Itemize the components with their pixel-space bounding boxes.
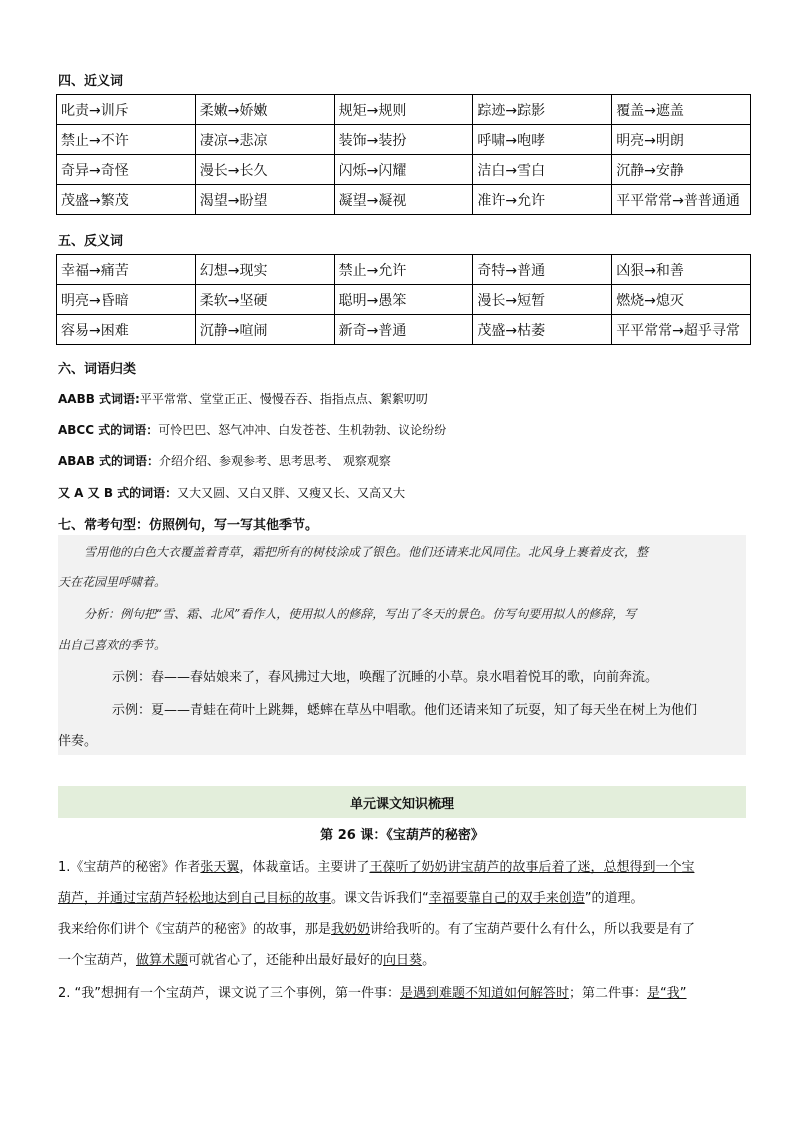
antonym-cell: 容易→困难: [57, 315, 196, 345]
synonym-cell: 沉静→安静: [612, 155, 751, 185]
antonym-cell: 幸福→痛苦: [57, 255, 196, 285]
synonym-cell: 呼啸→咆哮: [473, 125, 612, 155]
second-event: 是“我”: [647, 986, 687, 1001]
synonym-cell: 漫长→长久: [195, 155, 334, 185]
abcc-words: 可怜巴巴、怒气冲冲、白发苍苍、生机勃勃、议论纷纷: [158, 423, 447, 437]
synonym-row: [57, 95, 751, 125]
word-categories-heading: 六、词语归类: [58, 362, 137, 377]
sample-spring: 示例：春——春姑娘来了，春风拂过大地，唤醒了沉睡的小草。泉水唱着悦耳的歌，向前奔流。: [112, 670, 659, 685]
synonym-cell: 茂盛→繁茂: [57, 185, 196, 215]
item1-text-a: 1.《宝葫芦的秘密》作者: [58, 860, 201, 875]
first-event: 是遇到难题不知道如何解答时: [400, 986, 570, 1001]
sunflower: 向日葵: [383, 953, 423, 968]
antonym-cell: 茂盛→枯萎: [473, 315, 612, 345]
grandma: 我奶奶: [331, 922, 371, 937]
antonyms-table: [56, 254, 751, 345]
synonym-row: [57, 155, 751, 185]
author-name: 张天翼: [200, 860, 240, 875]
analysis-line2: 出自己喜欢的季节。: [58, 638, 167, 652]
synonym-cell: 覆盖→遮盖: [612, 95, 751, 125]
item1-text-h: 可就省心了，还能种出最好最好的: [188, 953, 384, 968]
antonym-cell: 平平常常→超乎寻常: [612, 315, 751, 345]
abcc-line: [58, 421, 446, 438]
summary-part1: 王葆听了奶奶讲宝葫芦的故事后着了迷，总想得到一个宝: [369, 860, 695, 875]
abcc-label: ABCC 式的词语：: [58, 423, 159, 437]
synonym-cell: 禁止→不许: [57, 125, 196, 155]
analysis-line1: 分析：例句把“雪、霜、北风”看作人，使用拟人的修辞，写出了冬天的景色。仿写句要用拟人的修辞，写: [84, 607, 637, 621]
sample-summer-line2: 伴奏。: [58, 734, 98, 749]
item1-text-c: 。课文告诉我们“: [331, 891, 429, 906]
antonym-row: [57, 285, 751, 315]
antonym-row: [57, 315, 751, 345]
unit-banner: [58, 786, 746, 818]
antonym-cell: 凶狠→和善: [612, 255, 751, 285]
sentence-pattern-heading: 七、常考句型：仿照例句，写一写其他季节。: [58, 518, 319, 533]
antonym-cell: 聪明→愚笨: [334, 285, 473, 315]
example-box: [58, 535, 746, 755]
item2-line1: [58, 982, 748, 1001]
sample-summer-line1: 示例：夏——青蛙在荷叶上跳舞，蟋蟀在草丛中唱歌。他们还请来知了玩耍，知了每天坐在树上为他们: [112, 703, 698, 718]
synonym-cell: 凄凉→悲凉: [195, 125, 334, 155]
abab-line: [58, 452, 391, 469]
antonyms-heading: 五、反义词: [58, 234, 124, 249]
item1-line2: [58, 887, 748, 906]
item1-text-d: ”的道理。: [584, 891, 644, 906]
synonym-cell: 平平常常→普普通通: [612, 185, 751, 215]
item1-line3: [58, 918, 748, 937]
synonym-cell: 柔嫩→娇嫩: [195, 95, 334, 125]
item1-line1: [58, 856, 748, 875]
example-sentence-line1: 雪用他的白色大衣覆盖着青草，霜把所有的树枝涂成了银色。他们还请来北风同住。北风身上裹着皮衣，整: [84, 545, 649, 559]
antonym-cell: 柔软→坚硬: [195, 285, 334, 315]
unit-banner-title: 单元课文知识梳理: [349, 796, 454, 812]
item1-text-i: 。: [422, 953, 436, 968]
synonym-cell: 装饰→装扮: [334, 125, 473, 155]
synonym-cell: 奇异→奇怪: [57, 155, 196, 185]
summary-part2: 葫芦，并通过宝葫芦轻松地达到自己目标的故事: [58, 891, 332, 906]
synonym-row: [57, 185, 751, 215]
synonyms-heading: 四、近义词: [58, 74, 124, 89]
antonym-cell: 幻想→现实: [195, 255, 334, 285]
lesson-point: 幸福要靠自己的双手来创造: [428, 891, 585, 906]
item1-text-e: 我来给你们讲个《宝葫芦的秘密》的故事，那是: [58, 922, 332, 937]
antonym-row: [57, 255, 751, 285]
synonym-cell: 叱责→训斥: [57, 95, 196, 125]
antonym-cell: 奇特→普通: [473, 255, 612, 285]
you-a-you-b-label: 又 A 又 B 式的词语：: [58, 486, 178, 500]
synonym-cell: 准许→允许: [473, 185, 612, 215]
antonym-cell: 明亮→昏暗: [57, 285, 196, 315]
synonym-cell: 凝望→凝视: [334, 185, 473, 215]
synonyms-table: [56, 94, 751, 215]
item1-line4: [58, 949, 748, 968]
lesson-title: 第 26 课：《宝葫芦的秘密》: [320, 828, 484, 843]
aabb-label: AABB 式词语:: [58, 392, 140, 406]
aabb-words: 平平常常、堂堂正正、慢慢吞吞、指指点点、絮絮叨叨: [139, 392, 428, 406]
item1-text-g: 一个宝葫芦，: [58, 953, 137, 968]
antonym-cell: 沉静→喧闹: [195, 315, 334, 345]
item2-text-b: ；第二件事：: [569, 986, 648, 1001]
example-sentence-line2: 天在花园里呼啸着。: [58, 575, 167, 589]
antonym-cell: 新奇→普通: [334, 315, 473, 345]
yoursA-line: [58, 484, 405, 501]
synonym-cell: 踪迹→踪影: [473, 95, 612, 125]
synonym-row: [57, 125, 751, 155]
aabb-line: [58, 390, 428, 407]
antonym-cell: 漫长→短暂: [473, 285, 612, 315]
abab-label: ABAB 式的词语：: [58, 454, 160, 468]
math-homework: 做算术题: [136, 953, 189, 968]
item1-text-f: 讲给我听的。有了宝葫芦要什么有什么，所以我要是有了: [370, 922, 696, 937]
antonym-cell: 燃烧→熄灭: [612, 285, 751, 315]
item1-text-b: ，体裁童话。主要讲了: [239, 860, 370, 875]
synonym-cell: 渴望→盼望: [195, 185, 334, 215]
antonym-cell: 禁止→允许: [334, 255, 473, 285]
you-a-you-b-words: 又大又圆、又白又胖、又瘦又长、又高又大: [177, 486, 406, 500]
synonym-cell: 明亮→明朗: [612, 125, 751, 155]
synonym-cell: 洁白→雪白: [473, 155, 612, 185]
item2-text-a: 2. “我”想拥有一个宝葫芦，课文说了三个事例，第一件事：: [58, 986, 401, 1001]
synonym-cell: 规矩→规则: [334, 95, 473, 125]
abab-words: 介绍介绍、参观参考、思考思考、 观察观察: [159, 454, 391, 468]
synonym-cell: 闪烁→闪耀: [334, 155, 473, 185]
